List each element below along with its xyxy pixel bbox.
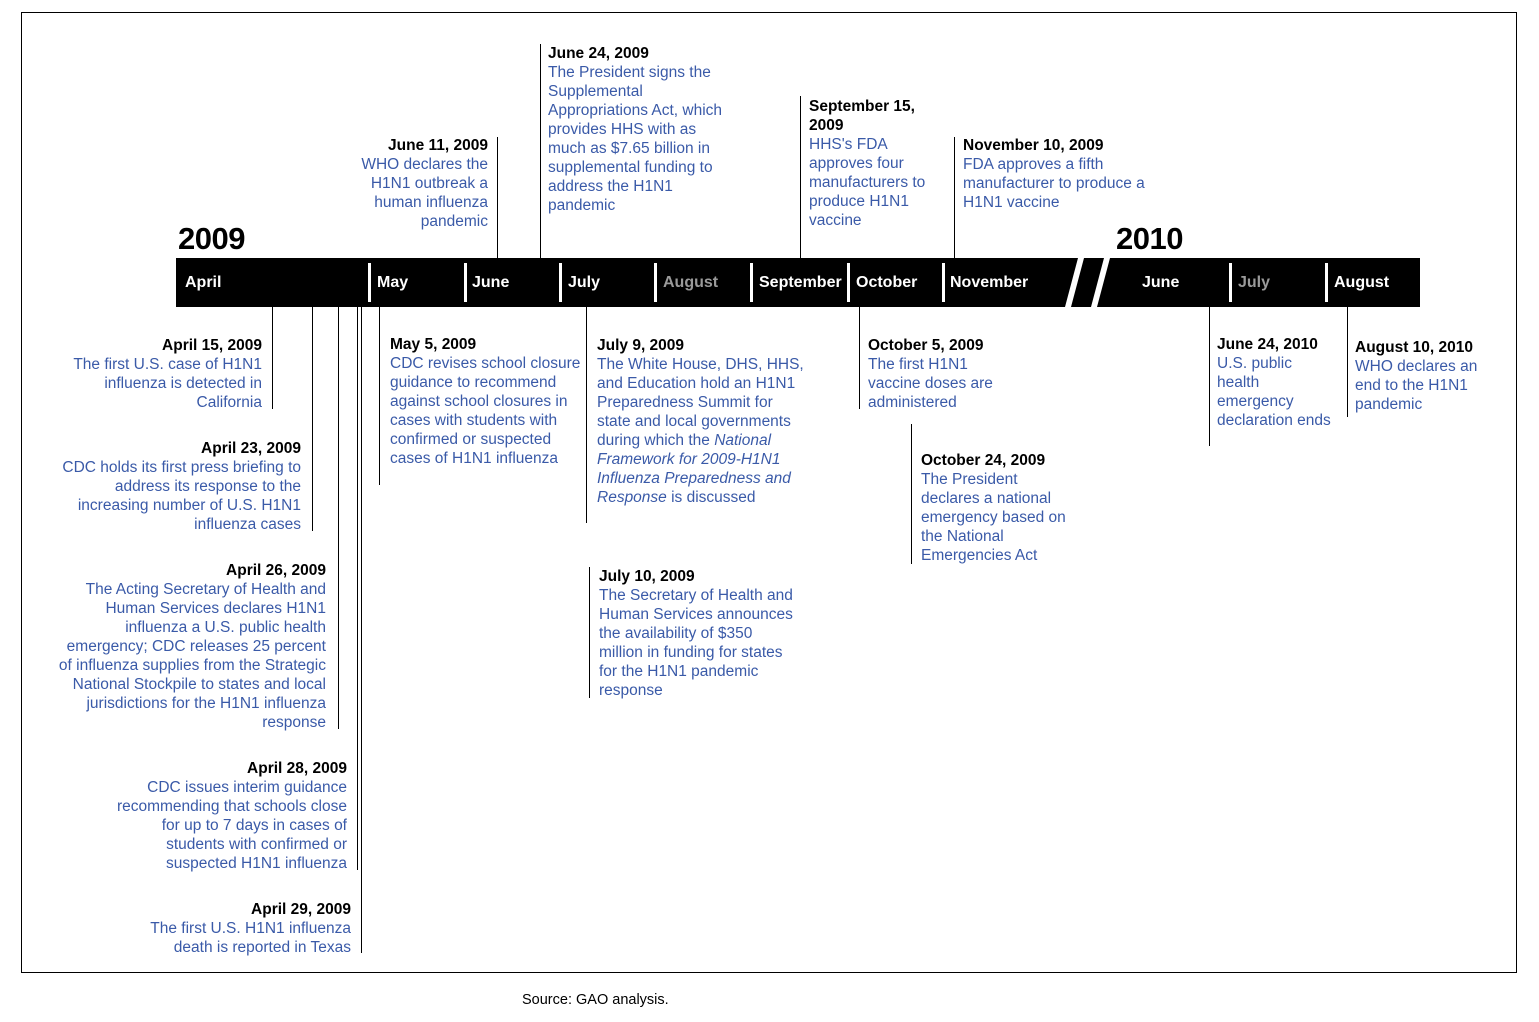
event-oct5-2009	[868, 336, 1003, 412]
event-date: July 9, 2009	[597, 337, 685, 354]
event-description: CDC revises school closure guidance to recommend against school closures in cases with students with confirmed or suspected cases of H1N1 influenza	[390, 355, 581, 467]
connector-apr15-2009	[272, 307, 273, 409]
month-august-2009: August	[663, 274, 719, 291]
event-description-part: The White House, DHS, HHS, and Education hold an H1N1 Preparedness Summit for state and local governments during which the	[597, 356, 804, 449]
event-apr26-2009	[56, 561, 326, 732]
event-description: The first H1N1 vaccine doses are administered	[868, 356, 993, 411]
connector-apr26-2009	[338, 307, 339, 729]
connector-jun24-2010	[1209, 307, 1210, 446]
event-description: HHS's FDA approves four manufacturers to produce H1N1 vaccine	[809, 136, 926, 229]
event-oct24-2009	[921, 451, 1071, 565]
month-august-2010: August	[1334, 274, 1390, 291]
month-june-2010: June	[1142, 274, 1180, 291]
month-tick	[1229, 263, 1232, 302]
connector-may5-2009	[379, 307, 380, 485]
event-date: May 5, 2009	[390, 336, 477, 353]
connector-jun24-2009	[540, 44, 541, 258]
event-aug10-2010	[1355, 338, 1495, 414]
event-apr15-2009	[52, 336, 262, 412]
event-jun11-2009	[330, 136, 488, 231]
event-date: September 15, 2009	[809, 98, 915, 134]
event-jun24-2009	[548, 44, 738, 215]
event-description: The Acting Secretary of Health and Human Services declares H1N1 influenza a U.S. public health emergency; CDC releases 25 percent of influenza supplies from the Strategic National Stockpile to states and local jurisdictions for the H1N1 influenza response	[58, 581, 326, 731]
event-description: WHO declares an end to the H1N1 pandemic	[1355, 358, 1478, 413]
event-description: CDC issues interim guidance recommending that schools close for up to 7 days in cases of students with confirmed or suspected H1N1 influenza	[116, 779, 347, 872]
month-october-2009: October	[856, 274, 918, 291]
month-april-2009: April	[185, 274, 222, 291]
event-date: April 23, 2009	[201, 440, 301, 457]
connector-oct24-2009	[911, 424, 912, 564]
timeline-bar	[176, 258, 1420, 307]
connector-jun11-2009	[497, 137, 498, 258]
connector-jul10-2009	[589, 567, 590, 698]
event-date: October 5, 2009	[868, 337, 984, 354]
event-description-italic: National Framework for 2009-H1N1 Influenza Preparedness and Response	[597, 432, 791, 506]
connector-apr28-2009	[357, 307, 358, 870]
connector-sep15-2009	[800, 96, 801, 258]
event-description: FDA approves a fifth manufacturer to produce a H1N1 vaccine	[963, 156, 1145, 211]
event-description-part: is discussed	[671, 489, 756, 506]
event-jul10-2009	[599, 567, 794, 700]
event-date: April 26, 2009	[226, 562, 326, 579]
connector-apr29-2009	[361, 307, 362, 953]
event-description: The President signs the Supplemental Appropriations Act, which provides HHS with as much as $7.65 billion in supplemental funding to address the H1N1 pandemic	[548, 64, 723, 214]
event-date: June 24, 2010	[1217, 336, 1318, 353]
event-date: April 29, 2009	[251, 901, 351, 918]
month-july-2010: July	[1238, 274, 1271, 291]
event-apr29-2009	[121, 900, 351, 957]
connector-nov10-2009	[954, 137, 955, 258]
event-date: October 24, 2009	[921, 452, 1046, 469]
event-description: The first U.S. case of H1N1 influenza is detected in California	[73, 356, 262, 411]
timeline-break-icon	[176, 258, 1420, 307]
month-june-2009: June	[472, 274, 510, 291]
event-description	[597, 355, 805, 507]
event-date: April 15, 2009	[162, 337, 262, 354]
event-apr23-2009	[52, 439, 301, 534]
event-description: U.S. public health emergency declaration ends	[1217, 355, 1331, 429]
event-may5-2009	[390, 335, 582, 468]
connector-aug10-2010	[1347, 307, 1348, 417]
connector-oct5-2009	[859, 307, 860, 409]
event-apr28-2009	[107, 759, 347, 873]
month-september-2009: September	[759, 274, 842, 291]
event-date: August 10, 2010	[1355, 339, 1474, 356]
event-description: WHO declares the H1N1 outbreak a human influenza pandemic	[361, 156, 488, 230]
event-date: April 28, 2009	[247, 760, 347, 777]
year-label-2010: 2010	[1116, 221, 1183, 256]
source-note: Source: GAO analysis.	[522, 992, 669, 1008]
month-may-2009: May	[377, 274, 409, 291]
connector-apr23-2009	[312, 307, 313, 531]
month-tick	[1325, 263, 1328, 302]
event-sep15-2009	[809, 97, 944, 230]
event-date: July 10, 2009	[599, 568, 695, 585]
event-description: The Secretary of Health and Human Services announces the availability of $350 million in funding for states for the H1N1 pandemic response	[599, 587, 793, 699]
year-label-2009: 2009	[178, 221, 245, 256]
month-july-2009: July	[568, 274, 601, 291]
event-date: November 10, 2009	[963, 137, 1104, 154]
month-november-2009: November	[950, 274, 1029, 291]
event-nov10-2009	[963, 136, 1153, 212]
event-description: The first U.S. H1N1 influenza death is reported in Texas	[150, 920, 351, 956]
event-jun24-2010	[1217, 335, 1332, 430]
connector-jul9-2009	[586, 307, 587, 523]
event-description: CDC holds its first press briefing to address its response to the increasing number of U.S. H1N1 influenza cases	[62, 459, 301, 533]
event-jul9-2009	[597, 336, 805, 507]
event-date: June 11, 2009	[388, 137, 488, 154]
event-date: June 24, 2009	[548, 45, 649, 62]
event-description: The President declares a national emergency based on the National Emergencies Act	[921, 471, 1066, 564]
